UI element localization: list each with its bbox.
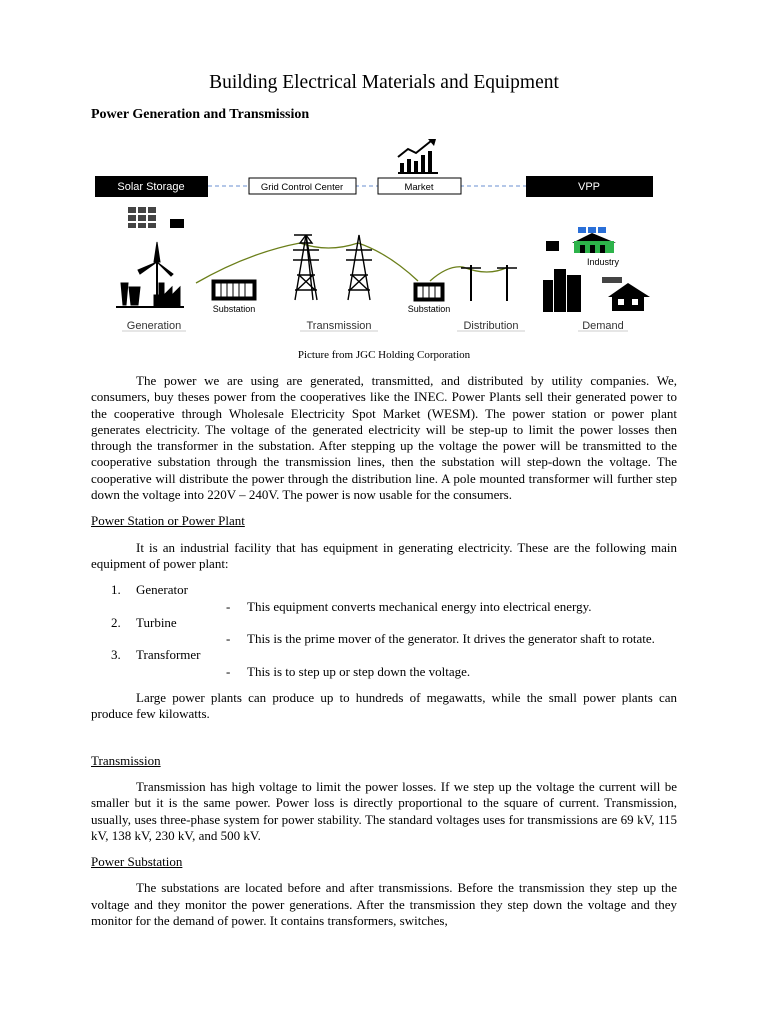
equipment-desc: - This equipment converts mechanical energy into electrical energy. (226, 598, 592, 614)
transmission-label: Transmission (306, 320, 372, 332)
battery-icon (170, 219, 184, 228)
power-line (430, 267, 508, 281)
solar-storage-label: Solar Storage (117, 181, 185, 193)
document-body (91, 373, 677, 929)
list-number: 2. (111, 614, 121, 630)
substation-left-icon (212, 280, 256, 300)
power-grid-diagram (88, 135, 668, 340)
market-label: Market (404, 182, 434, 193)
equipment-name: Generator (136, 582, 188, 598)
power-station-paragraph: It is an industrial facility that has equipment in generating electricity. These are the following main equipment of power plant: (91, 539, 677, 571)
equipment-desc: - This is to step up or step down the voltage. (226, 663, 471, 679)
list-item (91, 582, 677, 615)
intro-paragraph: The power we are using are generated, transmitted, and distributed by utility companies. We, consumers, buy theses power from the cooperatives like the INEC. Power Plants sell their generated power to the cooperative through Wholesale Electricity Spot Market (WESM). The power station or power plant generates electricity. The voltage of the generated electricity will be step-up to limit the power losses then through the transformer in the substation. After stepping up the voltage the power will be transmitted to the cooperative substation through the transmission lines, then the substation will step-down the voltage. The cooperative will distribute the power through the distribution line. A pole mounted transformer will further step down the voltage into 220V – 240V. The power is now usable for the consumers. (91, 373, 677, 503)
list-number: 1. (111, 582, 121, 598)
generation-label: Generation (126, 320, 182, 332)
list-item (91, 615, 677, 648)
demand-label: Demand (582, 320, 624, 332)
solar-panel-icon (128, 207, 156, 228)
substation-right-label: Substation (407, 304, 451, 314)
section-substation: Power Substation (91, 854, 183, 870)
city-building-icon (543, 269, 581, 312)
capacity-paragraph: Large power plants can produce up to hundreds of megawatts, while the small power plants can produce few kilowatts. (91, 690, 677, 722)
section-heading: Power Generation and Transmission (91, 107, 310, 122)
equipment-name: Transformer (136, 647, 201, 663)
distribution-pole-icon (461, 265, 517, 301)
industry-icon (546, 227, 616, 253)
substation-left-label: Substation (212, 304, 256, 314)
home-icon (602, 277, 650, 311)
document-title: Building Electrical Materials and Equipment (209, 72, 559, 93)
transmission-paragraph: Transmission has high voltage to limit the power losses. If we step up the voltage the current will be smaller but it is the same power. Power loss is directly proportional to the square of current. Transmission, usually, uses three-phase system for power stability. The standard voltages uses for transmissions are 69 kV, 115 kV, 138 kV, 230 kV, and 500 kV. (91, 778, 677, 843)
list-item (91, 647, 677, 680)
equipment-desc: - This is the prime mover of the generator. It drives the generator shaft to rotate. (226, 631, 655, 647)
list-number: 3. (111, 647, 121, 663)
section-power-station: Power Station or Power Plant (91, 513, 245, 529)
figure-caption: Picture from JGC Holding Corporation (297, 349, 471, 361)
substation-right-icon (414, 283, 444, 301)
industry-label: Industry (586, 257, 620, 267)
section-transmission: Transmission (91, 752, 161, 768)
vpp-label: VPP (577, 181, 601, 193)
market-chart-icon (398, 139, 438, 174)
generation-icon (116, 242, 184, 307)
equipment-list (91, 582, 677, 680)
grid-control-label: Grid Control Center (260, 182, 344, 193)
substation-paragraph: The substations are located before and after transmissions. Before the transmission they step up the voltage and they monitor the power generations. After the transmission they step down the voltage and they monitor for the demand of power. It contains transformers, switches, (91, 880, 677, 929)
distribution-label: Distribution (463, 320, 519, 332)
equipment-name: Turbine (136, 614, 177, 630)
